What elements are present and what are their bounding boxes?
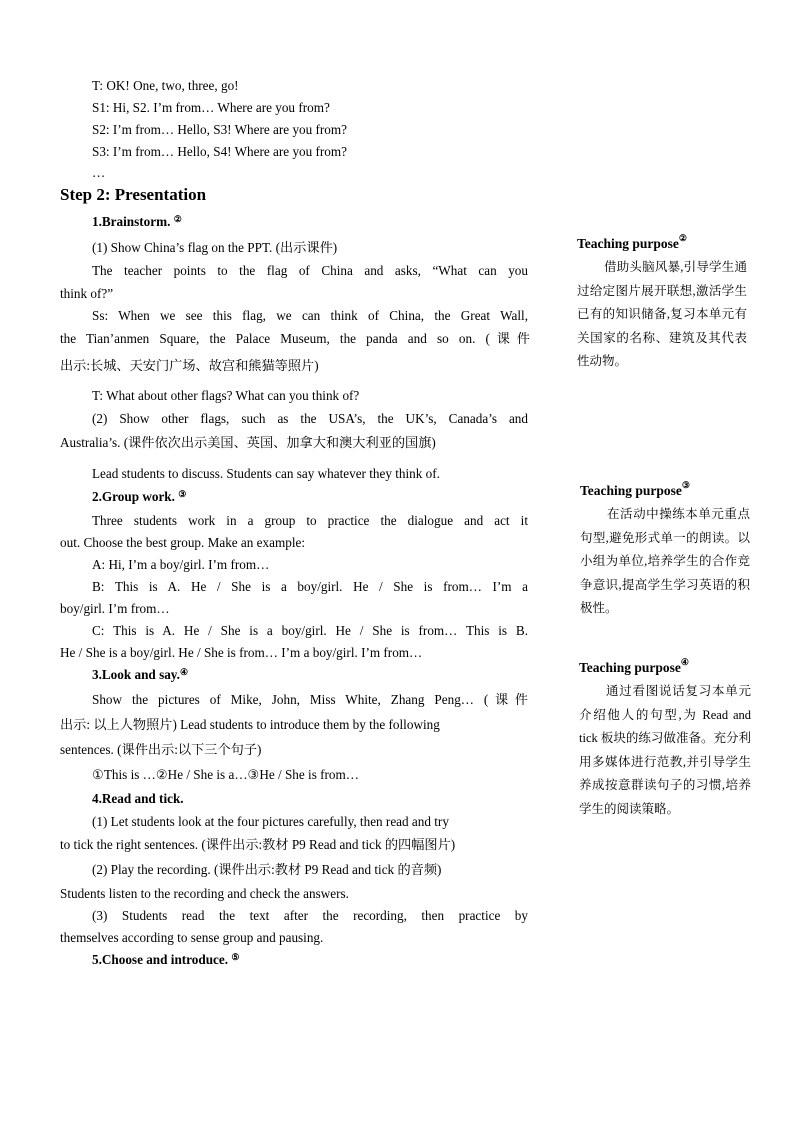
- step-title: Step 2: Presentation: [60, 185, 207, 204]
- dialogue-line: T: OK! One, two, three, go!: [92, 78, 239, 93]
- note-title: Teaching purpose③: [580, 480, 690, 498]
- paragraph: themselves according to sense group and pausing.: [60, 930, 324, 945]
- section-title-read-and-tick: 4.Read and tick.: [92, 791, 184, 806]
- sentence-patterns: ①This is …②He / She is a…③He / She is from…: [92, 767, 359, 782]
- paragraph: Ss: When we see this flag, we can think of China, the Great Wall,: [92, 308, 528, 323]
- paragraph: Show the pictures of Mike, John, Miss White, Zhang Peng… (课件: [92, 692, 528, 707]
- paragraph: 出示:长城、天安门广场、故宫和熊猫等照片): [60, 358, 319, 373]
- paragraph: 出示: 以上人物照片) Lead students to introduce them by the following: [60, 717, 440, 732]
- section-title-look-and-say: 3.Look and say.④: [92, 667, 189, 682]
- section-title-choose-and-introduce: 5.Choose and introduce. ⑤: [92, 952, 240, 967]
- example-line: C: This is A. He / She is a boy/girl. He / She is from… This is B.: [92, 623, 528, 638]
- dialogue-line: S1: Hi, S2. I’m from… Where are you from?: [92, 100, 330, 115]
- paragraph: to tick the right sentences. (课件出示:教材 P9 Read and tick 的四幅图片): [60, 837, 456, 852]
- paragraph: (1) Show China’s flag on the PPT. (出示课件): [92, 240, 338, 255]
- paragraph: think of?”: [60, 286, 114, 301]
- dialogue-line: S3: I’m from… Hello, S4! Where are you from?: [92, 144, 348, 159]
- note-title: Teaching purpose②: [577, 233, 687, 251]
- paragraph: T: What about other flags? What can you think of?: [92, 388, 360, 403]
- note-body: 通过看图说话复习本单元介绍他人的句型,为 Read and tick 板块的练习做准备。充分利用多媒体进行范教,并引导学生养成按意群读句子的习惯,培养学生的阅读策略。: [579, 684, 751, 816]
- paragraph: Three students work in a group to practice the dialogue and act it: [92, 513, 528, 528]
- paragraph: (1) Let students look at the four pictures carefully, then read and try: [92, 814, 449, 829]
- paragraph: The teacher points to the flag of China and asks, “What can you: [92, 263, 528, 278]
- paragraph: out. Choose the best group. Make an example:: [60, 535, 306, 550]
- paragraph: (2) Play the recording. (课件出示:教材 P9 Read and tick 的音频): [92, 862, 442, 877]
- example-line: A: Hi, I’m a boy/girl. I’m from…: [92, 557, 270, 572]
- section-title-brainstorm: 1.Brainstorm. ②: [92, 214, 182, 229]
- paragraph: Australia’s. (课件依次出示美国、英国、加拿大和澳大利亚的国旗): [60, 435, 436, 450]
- paragraph: the Tian’anmen Square, the Palace Museum, the panda and so on. (课件: [60, 331, 530, 346]
- paragraph: Students listen to the recording and check the answers.: [60, 886, 349, 901]
- dialogue-line: …: [92, 165, 106, 180]
- paragraph: Lead students to discuss. Students can say whatever they think of.: [92, 466, 440, 481]
- paragraph: (2) Show other flags, such as the USA’s, the UK’s, Canada’s and: [92, 411, 528, 426]
- paragraph: sentences. (课件出示:以下三个句子): [60, 742, 262, 757]
- note-title: Teaching purpose④: [579, 657, 689, 675]
- dialogue-line: S2: I’m from… Hello, S3! Where are you from?: [92, 122, 348, 137]
- note-body: 在活动中操练本单元重点句型,避免形式单一的朗读。以小组为单位,培养学生的合作竞争意识,提高学生学习英语的积极性。: [580, 507, 750, 615]
- example-line: B: This is A. He / She is a boy/girl. He / She is from… I’m a: [92, 579, 528, 594]
- note-body: 借助头脑风暴,引导学生通过给定图片展开联想,激活学生已有的知识储备,复习本单元有关国家的名称、建筑及其代表性动物。: [577, 260, 747, 368]
- example-line: boy/girl. I’m from…: [60, 601, 170, 616]
- paragraph: (3) Students read the text after the recording, then practice by: [92, 908, 528, 923]
- section-title-group-work: 2.Group work. ③: [92, 489, 187, 504]
- example-line: He / She is a boy/girl. He / She is from… I’m a boy/girl. I’m from…: [60, 645, 423, 660]
